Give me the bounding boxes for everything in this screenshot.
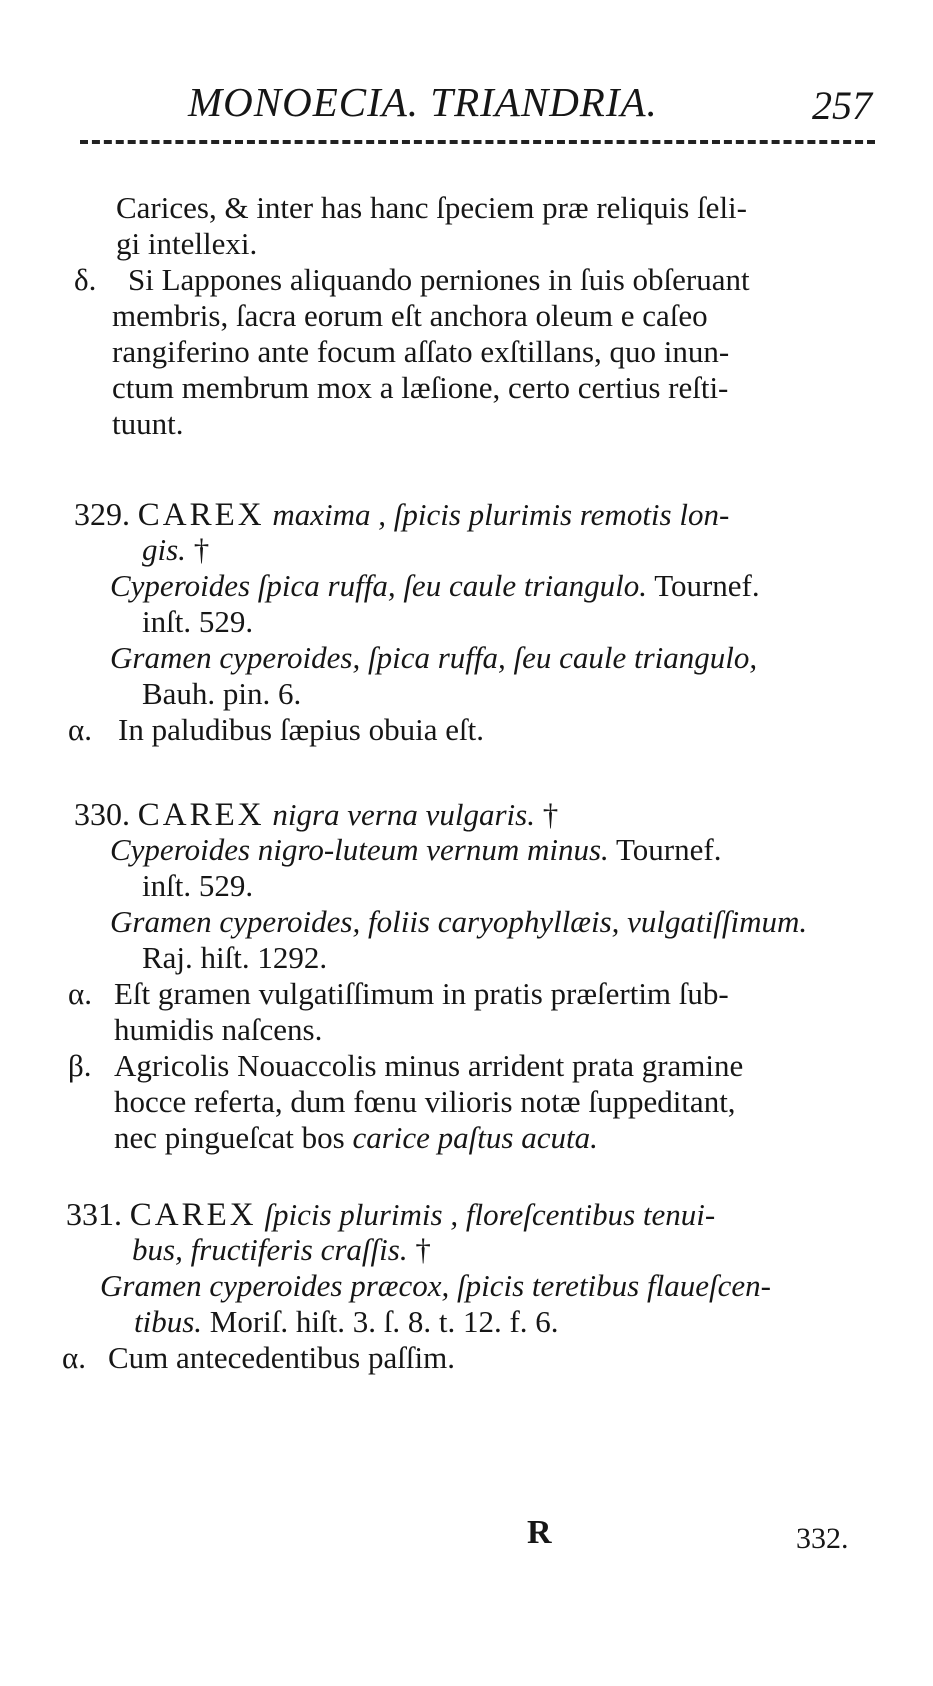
delta-marker: δ. <box>74 262 97 297</box>
continuation-line-1: Carices, & inter has hanc ſpeciem præ reliquis ſeli- <box>116 190 747 225</box>
entry-330-beta-line-3-italic: carice paſtus acuta. <box>352 1120 598 1155</box>
entry-331-heading <box>66 1196 715 1233</box>
entry-331-synonym-1 <box>100 1268 771 1304</box>
entry-329-syn2-name: Gramen cyperoides, ſpica ruffa, ſeu caule triangulo, <box>110 640 758 675</box>
entry-330-syn1-name: Cyperoides nigro-luteum vernum minus. <box>110 832 609 867</box>
entry-330-syn1-ref: inſt. 529. <box>142 868 254 903</box>
entry-329-dagger: † <box>193 532 210 567</box>
entry-330-number: 330. <box>74 796 130 832</box>
delta-line-3: rangiferino ante focum aſſato exſtillans, quo inun- <box>112 334 730 369</box>
entry-329-syn1-ref: inſt. 529. <box>142 604 254 639</box>
entry-329-alpha-marker: α. <box>68 712 92 747</box>
entry-331-diagnosis-line-2: bus, fructiferis craſſis. <box>132 1232 408 1267</box>
entry-330-beta-line-3 <box>114 1120 598 1156</box>
catchword: 332. <box>796 1522 849 1555</box>
entry-331-heading-cont <box>132 1232 431 1268</box>
entry-331-syn1-ref: Moriſ. hiſt. 3. ſ. 8. t. 12. f. 6. <box>209 1304 559 1339</box>
entry-330-beta-line-3-plain: nec pingueſcat bos <box>114 1120 345 1155</box>
entry-329-alpha-text: In paludibus ſæpius obuia eſt. <box>118 712 484 747</box>
page-number: 257 <box>812 83 872 128</box>
entry-329-genus: CAREX <box>137 497 265 533</box>
entry-330-synonym-2 <box>110 904 807 940</box>
entry-330-syn1-author: Tournef. <box>616 832 722 867</box>
entry-330-beta-line-1: Agricolis Nouaccolis minus arrident prata gramine <box>114 1048 744 1083</box>
entry-329-diagnosis-line-1: maxima , ſpicis plurimis remotis lon- <box>272 497 730 532</box>
entry-331-synonym-1-cont <box>134 1304 559 1340</box>
entry-330-alpha-line-1: Eſt gramen vulgatiſſimum in pratis præſertim ſub- <box>114 976 729 1011</box>
entry-330-syn2-ref: Raj. hiſt. 1292. <box>142 940 328 975</box>
delta-line-1: Si Lappones aliquando perniones in ſuis obſeruant <box>128 262 750 297</box>
entry-331-syn1-name-line-2: tibus. <box>134 1304 203 1339</box>
entry-329-heading <box>74 496 729 533</box>
header-rule <box>80 140 875 144</box>
entry-331-diagnosis-line-1: ſpicis plurimis , floreſcentibus tenui- <box>264 1197 716 1232</box>
running-title: MONOECIA. TRIANDRIA. <box>188 79 658 125</box>
entry-329-syn2-ref: Bauh. pin. 6. <box>142 676 302 711</box>
entry-330-syn2-name: Gramen cyperoides, foliis caryophyllæis, vulgatiſſimum. <box>110 904 808 939</box>
entry-331-alpha-marker: α. <box>62 1340 86 1375</box>
delta-line-2: membris, ſacra eorum eſt anchora oleum e caſeo <box>112 298 708 333</box>
entry-331-number: 331. <box>66 1196 122 1232</box>
entry-331-dagger: † <box>415 1232 431 1267</box>
entry-329-syn1-author: Tournef. <box>654 568 760 603</box>
entry-329-heading-cont <box>142 532 209 568</box>
entry-329-synonym-2 <box>110 640 757 676</box>
entry-329-number: 329. <box>74 496 130 532</box>
entry-329-syn1-name: Cyperoides ſpica ruffa, ſeu caule triangulo. <box>110 568 647 603</box>
delta-line-4: ctum membrum mox a læſione, certo certius reſti- <box>112 370 729 405</box>
entry-330-synonym-1 <box>110 832 721 868</box>
entry-330-heading <box>74 796 558 833</box>
entry-329-synonym-1 <box>110 568 760 604</box>
entry-330-genus: CAREX <box>137 797 265 833</box>
entry-330-alpha-line-2: humidis naſcens. <box>114 1012 323 1047</box>
entry-331-alpha-text: Cum antecedentibus paſſim. <box>108 1340 455 1375</box>
continuation-line-2: gi intellexi. <box>116 226 258 261</box>
entry-330-beta-line-2: hocce referta, dum fœnu vilioris notæ ſuppeditant, <box>114 1084 736 1119</box>
entry-330-diagnosis: nigra verna vulgaris. <box>272 797 535 832</box>
entry-329-diagnosis-line-2: gis. <box>142 532 186 567</box>
entry-330-alpha-marker: α. <box>68 976 92 1011</box>
signature-mark: R <box>527 1514 552 1551</box>
delta-line-5: tuunt. <box>112 406 184 441</box>
entry-330-beta-marker: β. <box>68 1048 92 1083</box>
entry-330-dagger: † <box>542 797 559 832</box>
entry-331-syn1-name-line-1: Gramen cyperoides præcox, ſpicis teretibus flaueſcen- <box>100 1268 771 1303</box>
entry-331-genus: CAREX <box>129 1197 257 1233</box>
